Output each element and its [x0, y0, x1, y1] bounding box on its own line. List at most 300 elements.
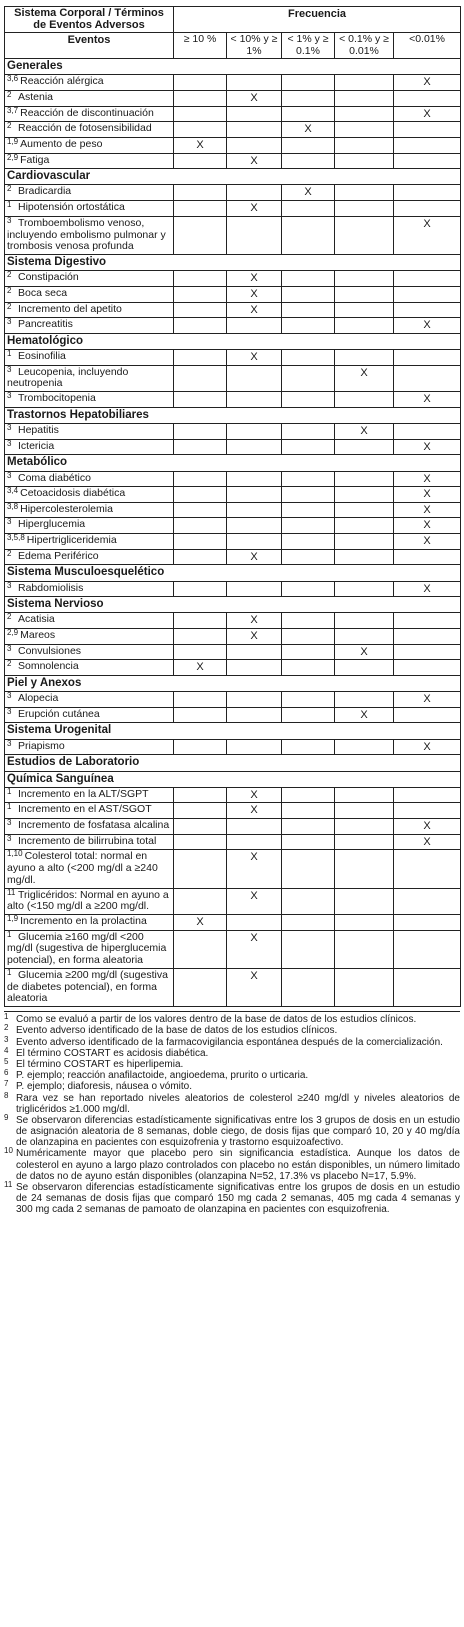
footnote-ref: 3	[7, 423, 12, 432]
frequency-cell	[227, 185, 282, 201]
table-row	[5, 75, 461, 91]
footnote-text: Numéricamente mayor que placebo pero sin significancia estadística. Aunque los datos de colesterol en ayuno a largo plazo controlados con placebo no están disponibles, un número limitado de datos no de ayuno están disponibles (olanzapina N=52, 17.3% vs placebo N=17, 5.9%.	[16, 1148, 460, 1182]
event-name: Glucemia ≥160 mg/dl <200 mg/dl (sugestiva de hiperglucemia potencial), en forma aleatoria	[7, 930, 167, 967]
footnote-ref: 1	[7, 929, 12, 939]
frequency-cell	[282, 502, 335, 518]
frequency-cell	[227, 534, 282, 550]
frequency-cell	[227, 365, 282, 392]
frequency-cell	[227, 91, 282, 107]
footnote-item	[4, 1112, 460, 1149]
frequency-mark: X	[423, 835, 431, 848]
frequency-cell	[174, 350, 227, 366]
frequency-cell	[227, 122, 282, 138]
table-row	[5, 644, 461, 660]
section-title: Hematológico	[5, 333, 461, 349]
frequency-mark: X	[423, 693, 431, 706]
footnote-ref: 3	[7, 470, 12, 480]
frequency-mark: X	[423, 820, 431, 833]
frequency-mark: X	[250, 550, 258, 563]
footnote-item	[4, 1081, 460, 1092]
frequency-cell	[282, 153, 335, 169]
frequency-mark: X	[423, 535, 431, 548]
frequency-cell	[335, 487, 394, 503]
system-header: Sistema Corporal / Términos de Eventos Adversos	[5, 7, 174, 33]
table-row	[5, 365, 461, 392]
frequency-cell	[282, 518, 335, 534]
frequency-cell	[227, 216, 282, 254]
footnote-ref: 3	[7, 706, 12, 716]
event-cell	[5, 122, 174, 138]
frequency-cell	[174, 185, 227, 201]
frequency-mark: X	[250, 272, 258, 285]
frequency-cell	[227, 392, 282, 408]
event-cell	[5, 350, 174, 366]
frequency-mark: X	[250, 303, 258, 316]
frequency-cell	[227, 106, 282, 122]
footnote-ref: 2,9	[7, 152, 19, 162]
frequency-cell	[282, 739, 335, 755]
frequency-cell	[174, 968, 227, 1006]
frequency-cell	[227, 424, 282, 440]
event-cell	[5, 302, 174, 318]
event-cell	[5, 739, 174, 755]
event-name: Fatiga	[20, 153, 50, 166]
event-cell	[5, 216, 174, 254]
frequency-cell	[394, 613, 461, 629]
frequency-cell	[174, 106, 227, 122]
frequency-cell	[335, 302, 394, 318]
frequency-cell	[394, 201, 461, 217]
table-row	[5, 518, 461, 534]
frequency-mark: X	[250, 92, 258, 105]
frequency-header: Frecuencia	[174, 7, 461, 33]
footnote-ref: 3	[7, 818, 12, 828]
footnote-ref: 3	[7, 317, 12, 327]
frequency-mark: X	[304, 186, 312, 199]
frequency-cell	[174, 365, 227, 392]
footnote-number: 1	[4, 1012, 9, 1022]
section-title: Piel y Anexos	[5, 675, 461, 691]
footnote-text: Se observaron diferencias estadísticamente significativas entre los grupos de dosis en un estudio de 24 semanas de dosis fijas que comparó 150 mg cada 2 semanas, 405 mg cada 4 semanas y 300 mg cada 2 semanas de pamoato de olanzapina en pacientes con esquizofrenia.	[16, 1182, 460, 1216]
footnote-number: 8	[4, 1090, 9, 1100]
event-cell	[5, 581, 174, 597]
frequency-cell	[335, 915, 394, 931]
table-row	[5, 534, 461, 550]
event-cell	[5, 471, 174, 487]
event-cell	[5, 271, 174, 287]
table-row	[5, 660, 461, 676]
table-header	[5, 7, 461, 59]
frequency-cell	[174, 739, 227, 755]
table-row	[5, 216, 461, 254]
frequency-mark: X	[423, 107, 431, 120]
frequency-cell	[394, 502, 461, 518]
frequency-cell	[282, 915, 335, 931]
footnote-ref: 1	[7, 967, 12, 977]
adverse-events-table	[4, 6, 461, 1007]
table-row	[5, 692, 461, 708]
frequency-cell	[335, 660, 394, 676]
footnote-item	[4, 1090, 460, 1115]
frequency-cell	[335, 91, 394, 107]
footnote-item	[4, 1045, 460, 1059]
event-name: Cetoacidosis diabética	[20, 487, 126, 500]
event-cell	[5, 91, 174, 107]
frequency-cell	[335, 424, 394, 440]
footnote-number: 9	[4, 1112, 9, 1122]
table-row	[5, 302, 461, 318]
frequency-cell	[174, 302, 227, 318]
frequency-mark: X	[250, 287, 258, 300]
frequency-cell	[282, 350, 335, 366]
table-row	[5, 819, 461, 835]
frequency-cell	[174, 692, 227, 708]
frequency-cell	[335, 787, 394, 803]
frequency-cell	[394, 707, 461, 723]
frequency-cell	[282, 75, 335, 91]
frequency-cell	[227, 286, 282, 302]
event-cell	[5, 392, 174, 408]
frequency-cell	[227, 739, 282, 755]
frequency-cell	[335, 318, 394, 334]
frequency-cell	[282, 302, 335, 318]
footnote-ref: 2	[7, 285, 12, 295]
table-row	[5, 968, 461, 1006]
frequency-mark: X	[250, 788, 258, 801]
event-name: Alopecia	[18, 692, 59, 705]
event-name: Boca seca	[18, 286, 68, 299]
event-name: Colesterol total: normal en ayuno a alto (<200 mg/dl a ≥240 mg/dl.	[7, 850, 158, 886]
frequency-cell	[394, 424, 461, 440]
table-row	[5, 850, 461, 888]
event-name: Erupción cutánea	[18, 707, 100, 720]
frequency-cell	[394, 91, 461, 107]
frequency-cell	[174, 471, 227, 487]
event-cell	[5, 185, 174, 201]
frequency-cell	[282, 803, 335, 819]
footnote-ref: 3	[7, 517, 12, 527]
frequency-mark: X	[360, 645, 368, 658]
event-cell	[5, 629, 174, 645]
event-cell	[5, 692, 174, 708]
frequency-cell	[394, 834, 461, 850]
frequency-cell	[282, 424, 335, 440]
frequency-cell	[227, 487, 282, 503]
footnote-ref: 2	[7, 270, 12, 280]
frequency-cell	[227, 850, 282, 888]
frequency-cell	[174, 216, 227, 254]
event-name: Priapismo	[18, 739, 65, 752]
frequency-mark: X	[250, 804, 258, 817]
frequency-cell	[174, 534, 227, 550]
event-name: Incremento de fosfatasa alcalina	[18, 819, 170, 832]
event-cell	[5, 201, 174, 217]
frequency-cell	[282, 286, 335, 302]
frequency-cell	[282, 91, 335, 107]
event-name: Pancreatitis	[18, 318, 73, 331]
table-row	[5, 271, 461, 287]
table-body	[5, 59, 461, 1007]
frequency-cell	[227, 787, 282, 803]
frequency-cell	[174, 707, 227, 723]
section-title: Sistema Nervioso	[5, 597, 461, 613]
frequency-cell	[335, 153, 394, 169]
table-row	[5, 439, 461, 455]
frequency-cell	[227, 153, 282, 169]
frequency-cell	[174, 850, 227, 888]
frequency-mark: X	[250, 154, 258, 167]
footnote-ref: 3	[7, 438, 12, 448]
frequency-mark: X	[196, 661, 204, 674]
frequency-cell	[394, 302, 461, 318]
frequency-cell	[282, 216, 335, 254]
event-cell	[5, 424, 174, 440]
frequency-cell	[394, 185, 461, 201]
frequency-cell	[174, 502, 227, 518]
frequency-cell	[174, 392, 227, 408]
frequency-mark: X	[360, 425, 368, 437]
freq-col-header: < 1% y ≥ 0.1%	[282, 33, 335, 59]
frequency-cell	[394, 739, 461, 755]
section-row	[5, 565, 461, 581]
event-name: Coma diabético	[18, 471, 91, 484]
event-name: Trombocitopenia	[18, 392, 96, 405]
frequency-cell	[174, 581, 227, 597]
frequency-cell	[174, 915, 227, 931]
section-row	[5, 169, 461, 185]
table-row	[5, 137, 461, 153]
frequency-cell	[227, 888, 282, 915]
frequency-cell	[394, 216, 461, 254]
frequency-mark: X	[250, 202, 258, 215]
event-name: Hipertrigliceridemia	[26, 534, 117, 547]
frequency-cell	[394, 153, 461, 169]
table-row	[5, 581, 461, 597]
frequency-cell	[227, 644, 282, 660]
event-cell	[5, 518, 174, 534]
section-title: Química Sanguínea	[5, 771, 461, 787]
frequency-cell	[174, 660, 227, 676]
footnote-item	[4, 1014, 460, 1025]
footnote-ref: 3	[7, 364, 12, 374]
footnote-item	[4, 1056, 460, 1070]
footnote-ref: 3,5,8	[7, 533, 25, 543]
frequency-mark: X	[250, 630, 258, 643]
frequency-cell	[394, 549, 461, 565]
frequency-cell	[174, 201, 227, 217]
table-row	[5, 915, 461, 931]
footnote-ref: 2	[7, 121, 12, 131]
table-row	[5, 502, 461, 518]
footnote-ref: 1,10	[7, 849, 23, 859]
frequency-mark: X	[423, 582, 431, 595]
frequency-cell	[335, 534, 394, 550]
footnote-ref: 3	[7, 833, 12, 843]
freq-col-header: < 10% y ≥ 1%	[227, 33, 282, 59]
frequency-cell	[282, 613, 335, 629]
frequency-cell	[174, 819, 227, 835]
event-name: Constipación	[18, 271, 79, 284]
frequency-cell	[174, 613, 227, 629]
frequency-mark: X	[423, 319, 431, 332]
frequency-mark: X	[423, 503, 431, 516]
frequency-mark: X	[423, 393, 431, 406]
footnote-text: Se observaron diferencias estadísticamente significativas entre los 3 grupos de dosis en un estudio de asignación aleatoria de 8 semanas, doble ciego, de dosis fijas que comparó 10, 20 y 40 mg/día de olanzapina en pacientes con esquizofrenia y trastorno esquizoafectivo.	[16, 1114, 460, 1149]
footnote-item	[4, 1182, 460, 1216]
event-name: Incremento del apetito	[18, 302, 122, 315]
footnote-ref: 2	[7, 184, 12, 194]
frequency-cell	[282, 692, 335, 708]
section-title: Metabólico	[5, 455, 461, 471]
frequency-cell	[394, 692, 461, 708]
table-row	[5, 707, 461, 723]
frequency-cell	[174, 803, 227, 819]
event-name: Bradicardia	[18, 185, 72, 198]
frequency-cell	[394, 122, 461, 138]
footnote-item	[4, 1025, 460, 1036]
frequency-cell	[174, 75, 227, 91]
event-name: Reacción de fotosensibilidad	[18, 122, 152, 135]
section-title: Generales	[5, 59, 461, 75]
frequency-cell	[227, 350, 282, 366]
frequency-cell	[227, 613, 282, 629]
frequency-mark: X	[423, 440, 431, 453]
table-row	[5, 350, 461, 366]
frequency-cell	[335, 122, 394, 138]
frequency-mark: X	[423, 76, 431, 89]
event-cell	[5, 534, 174, 550]
footnote-ref: 3	[7, 580, 12, 590]
frequency-cell	[394, 968, 461, 1006]
table-row	[5, 392, 461, 408]
footnote-text: Como se evaluó a partir de los valores dentro de la base de datos de los estudios clínicos.	[16, 1014, 417, 1026]
frequency-cell	[227, 581, 282, 597]
frequency-cell	[174, 122, 227, 138]
footnote-item	[4, 1148, 460, 1182]
footnote-ref: 2,9	[7, 628, 19, 638]
frequency-mark: X	[423, 472, 431, 485]
frequency-cell	[335, 471, 394, 487]
frequency-cell	[335, 439, 394, 455]
frequency-cell	[282, 850, 335, 888]
event-name: Incremento en la ALT/SGPT	[18, 787, 149, 800]
frequency-mark: X	[423, 519, 431, 532]
footnote-ref: 3,6	[7, 74, 19, 84]
event-cell	[5, 915, 174, 931]
section-row	[5, 675, 461, 691]
frequency-cell	[394, 439, 461, 455]
frequency-cell	[394, 137, 461, 153]
table-row	[5, 106, 461, 122]
table-row	[5, 286, 461, 302]
event-cell	[5, 888, 174, 915]
event-name: Aumento de peso	[20, 137, 103, 150]
table-row	[5, 803, 461, 819]
frequency-cell	[174, 644, 227, 660]
frequency-cell	[394, 819, 461, 835]
frequency-cell	[227, 915, 282, 931]
table-row	[5, 787, 461, 803]
section-row	[5, 723, 461, 739]
footnote-ref: 1	[7, 786, 12, 796]
section-row	[5, 407, 461, 423]
frequency-cell	[282, 106, 335, 122]
frequency-cell	[394, 930, 461, 968]
table-row	[5, 122, 461, 138]
frequency-mark: X	[196, 138, 204, 151]
section-title: Trastornos Hepatobiliares	[5, 407, 461, 423]
frequency-cell	[394, 471, 461, 487]
footnote-number: 10	[4, 1146, 13, 1156]
frequency-cell	[282, 819, 335, 835]
frequency-cell	[335, 581, 394, 597]
frequency-cell	[174, 629, 227, 645]
frequency-mark: X	[423, 488, 431, 501]
frequency-cell	[282, 930, 335, 968]
section-row	[5, 333, 461, 349]
footnote-item	[4, 1070, 460, 1081]
frequency-mark: X	[360, 708, 368, 721]
table-row	[5, 91, 461, 107]
footnote-ref: 3,4	[7, 486, 19, 496]
event-cell	[5, 613, 174, 629]
table-row	[5, 739, 461, 755]
event-name: Hipotensión ortostática	[18, 201, 125, 214]
frequency-mark: X	[423, 740, 431, 753]
frequency-cell	[394, 888, 461, 915]
frequency-cell	[335, 137, 394, 153]
footnote-ref: 2	[7, 612, 12, 622]
frequency-cell	[227, 660, 282, 676]
frequency-mark: X	[250, 931, 258, 944]
table-row	[5, 424, 461, 440]
event-name: Hipercolesterolemia	[20, 502, 113, 515]
event-name: Triglicéridos: Normal en ayuno a alto (<150 mg/dl a ≥200 mg/dl.	[7, 888, 169, 913]
frequency-cell	[282, 137, 335, 153]
event-name: Mareos	[20, 629, 56, 642]
events-header: Eventos	[5, 33, 174, 59]
table-row	[5, 471, 461, 487]
event-name: Hiperglucemia	[18, 518, 86, 531]
frequency-cell	[174, 91, 227, 107]
frequency-cell	[282, 185, 335, 201]
frequency-cell	[394, 106, 461, 122]
frequency-cell	[394, 271, 461, 287]
table-row	[5, 629, 461, 645]
frequency-cell	[282, 271, 335, 287]
frequency-mark: X	[196, 916, 204, 929]
frequency-cell	[394, 581, 461, 597]
footnote-number: 3	[4, 1034, 9, 1044]
frequency-cell	[335, 888, 394, 915]
footnote-text: P. ejemplo; reacción anafilactoide, angioedema, prurito o urticaria.	[16, 1070, 309, 1082]
event-cell	[5, 286, 174, 302]
frequency-cell	[227, 549, 282, 565]
table-row	[5, 613, 461, 629]
frequency-cell	[282, 629, 335, 645]
frequency-cell	[394, 487, 461, 503]
event-name: Incremento en el AST/SGOT	[18, 803, 152, 816]
footnote-ref: 1,9	[7, 914, 19, 924]
frequency-cell	[335, 739, 394, 755]
footnote-ref: 3,8	[7, 501, 19, 511]
event-name: Incremento en la prolactina	[20, 915, 147, 928]
event-cell	[5, 968, 174, 1006]
frequency-cell	[335, 707, 394, 723]
frequency-cell	[335, 644, 394, 660]
frequency-cell	[282, 707, 335, 723]
frequency-cell	[335, 518, 394, 534]
